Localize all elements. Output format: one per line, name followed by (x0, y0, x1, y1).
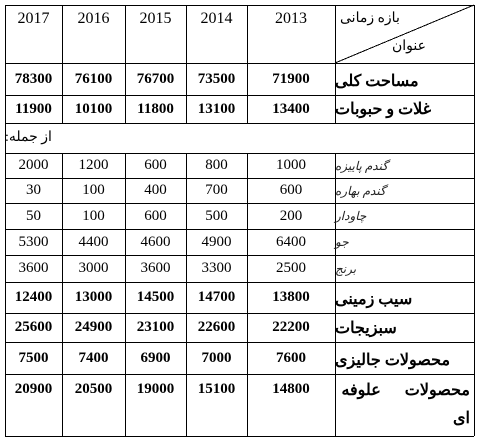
table-cell: 600 (144, 157, 167, 173)
table-cell: 19000 (136, 381, 175, 397)
table-cell: 25600 (14, 319, 53, 335)
table-cell: 5300 (18, 233, 49, 250)
table-cell: 24900 (74, 319, 113, 335)
table-cell: 10100 (74, 100, 113, 117)
table-cell: 11900 (15, 100, 52, 117)
table-cell: 3600 (18, 260, 49, 276)
row-label-line-2: ای (453, 410, 470, 427)
table-cell: 800 (205, 157, 228, 173)
section-label-including: از جمله: (5, 130, 52, 145)
table-cell: 12400 (14, 289, 53, 305)
table-cell: 6900 (140, 349, 171, 366)
table-cell: 76700 (136, 70, 175, 87)
year-header-2014: 2014 (200, 10, 233, 27)
table-cell: 600 (279, 182, 303, 198)
table-cell: 1000 (276, 157, 306, 173)
row-label: برنج (335, 261, 357, 276)
table-cell: 22600 (197, 319, 236, 335)
table-cell: 2000 (18, 157, 49, 173)
year-header-2016: 2016 (77, 10, 110, 27)
table-cell: 76100 (74, 70, 113, 87)
table-cell: 400 (144, 182, 167, 198)
title-header-label: عنوان (392, 39, 426, 54)
table-cell: 14500 (136, 289, 175, 305)
table-cell: 11800 (137, 100, 174, 117)
table-cell: 1200 (78, 157, 109, 173)
table-cell: 7000 (201, 349, 232, 366)
row-label: چاودار (335, 209, 367, 223)
table-cell: 13800 (272, 289, 310, 305)
table-cell: 78300 (14, 70, 53, 87)
table-cell: 2500 (276, 260, 306, 276)
table-cell: 600 (144, 207, 167, 224)
table-cell: 20500 (74, 381, 113, 397)
table-cell: 7600 (276, 349, 306, 366)
table-cell: 13400 (272, 100, 310, 117)
row-label: جو (335, 235, 349, 249)
table-cell: 13000 (74, 289, 113, 305)
table-cell: 23100 (136, 319, 175, 335)
table-cell: 4600 (140, 233, 171, 250)
row-label-line-1: محصولات علوفه (341, 382, 470, 399)
table-cell: 4900 (201, 233, 232, 250)
table-cell: 71900 (272, 70, 310, 87)
table-cell: 14800 (272, 381, 310, 397)
table-cell: 50 (26, 207, 41, 224)
table-cell: 4400 (78, 233, 109, 250)
table-cell: 700 (205, 182, 228, 198)
table-cell: 200 (279, 207, 303, 224)
table-cell: 15100 (197, 381, 236, 397)
table-cell: 3600 (140, 260, 171, 276)
table-cell: 100 (82, 207, 105, 224)
table-cell: 3300 (201, 260, 232, 276)
year-header-2017: 2017 (17, 10, 50, 27)
period-header-label: بازه زمانی (340, 11, 400, 26)
year-header-2015: 2015 (139, 10, 172, 27)
row-label: غلات و حبوبات (335, 101, 432, 118)
table-cell: 100 (82, 182, 105, 198)
table-cell: 14700 (197, 289, 236, 305)
row-label: سبزیجات (335, 320, 397, 337)
table-cell: 30 (26, 182, 41, 198)
year-header-2013: 2013 (275, 10, 307, 27)
row-label: سیب زمینی (335, 291, 413, 308)
table-cell: 73500 (197, 70, 236, 87)
row-label: مساحت کلی (335, 73, 419, 90)
table-cell: 500 (205, 207, 228, 224)
table-cell: 13100 (197, 100, 236, 117)
table-cell: 7500 (18, 349, 49, 366)
table-cell: 22200 (272, 319, 310, 335)
table-cell: 3000 (78, 260, 109, 276)
row-label: گندم پاییزه (335, 158, 388, 173)
table-cell: 20900 (14, 381, 53, 397)
row-label: گندم بهاره (335, 183, 386, 198)
table-cell: 6400 (276, 233, 306, 250)
row-label: محصولات جالیزی (335, 352, 451, 369)
table-cell: 7400 (78, 349, 109, 366)
